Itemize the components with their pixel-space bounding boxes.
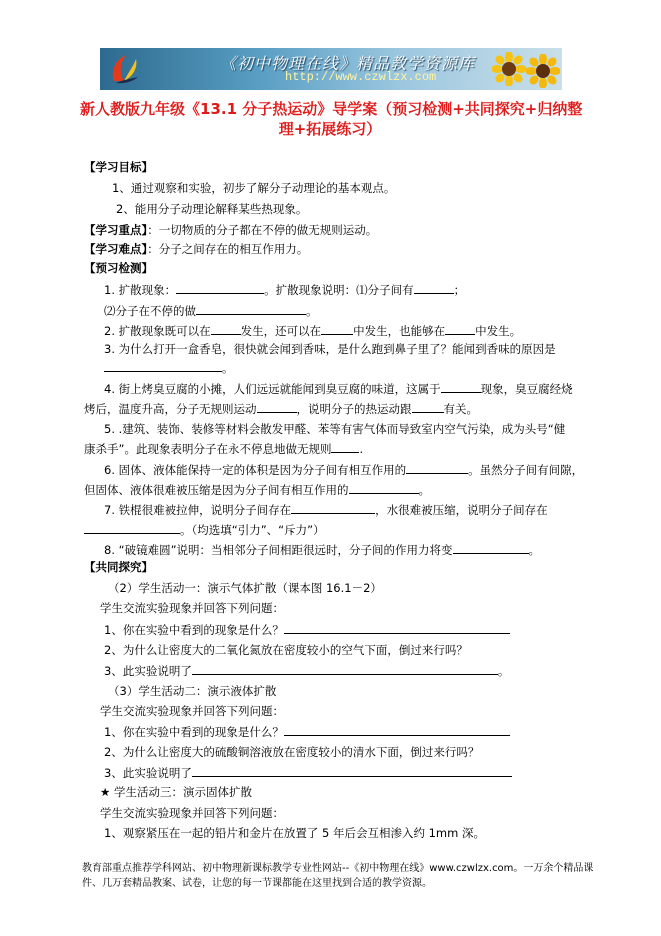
goal-item-1: 1、通过观察和实验，初步了解分子动理论的基本观点。: [112, 181, 396, 195]
blank-input[interactable]: [414, 282, 454, 294]
banner-url[interactable]: http://www.czwlzx.com: [285, 70, 437, 84]
activity-3-title: ★ 学生活动三：演示固体扩散: [100, 785, 252, 799]
blank-input[interactable]: [321, 323, 353, 335]
activity-2-question-3: 3、此实验说明了: [104, 765, 512, 780]
key-point-text: ：一切物质的分子都在不停的做无规则运动。: [147, 223, 378, 237]
activity-1-question-1: 1、你在实验中看到的现象是什么？: [104, 622, 510, 637]
sunflower-icon: [526, 54, 560, 88]
blank-input[interactable]: [445, 323, 475, 335]
answer-input[interactable]: [192, 765, 512, 777]
activity-1-question-3: 3、此实验说明了 。: [104, 664, 510, 678]
difficulty-text: ：分子之间存在的相互作用力。: [147, 242, 309, 256]
question-3-line-1: 3. 为什么打开一盒香皂，很快就会闻到香味，是什么跑到鼻子里了？能闻到香味的原因是: [104, 342, 556, 356]
question-2: 2. 扩散现象既可以在 发生，还可以在 中发生，也能够在 中发生。: [104, 324, 522, 338]
section-heading-explore: 【共同探究】: [84, 560, 153, 574]
document-title-line-2: 理+拓展练习）: [278, 120, 382, 138]
question-6-line-2: 但固体、液体很难被压缩是因为分子间有相互作用的 。: [84, 483, 430, 497]
footer-line-1: 教育部重点推荐学科网站、初中物理新课标教学专业性网站--《初中物理在线》www.czwlzx.com。一万余个精品课: [82, 863, 594, 874]
blank-input[interactable]: [211, 323, 241, 335]
question-7-line-1: 7. 铁棍很难被拉伸，说明分子间存在 ，水很难被压缩，说明分子间存在: [104, 503, 548, 517]
blank-input[interactable]: [412, 401, 444, 413]
section-heading-key-point: 【学习重点】: [84, 223, 148, 237]
site-logo-icon: [106, 51, 142, 87]
activity-3-question-1: 1、观察紧压在一起的铅片和金片在放置了 5 年后会互相渗入约 1mm 深。: [104, 826, 485, 840]
blank-input[interactable]: [257, 401, 297, 413]
section-heading-difficulty: 【学习难点】: [84, 242, 148, 256]
question-5-line-2: 康杀手”。此现象表明分子在永不停息地做无规则 .: [84, 442, 364, 456]
sunflower-icon: [492, 52, 526, 86]
header-banner: [100, 48, 562, 90]
activity-1-title: （2）学生活动一：演示气体扩散（课本图 16.1－2）: [108, 581, 382, 595]
blank-input[interactable]: [196, 303, 306, 315]
difficulty-line: [84, 242, 308, 256]
question-4-line-1: 4. 街上烤臭豆腐的小摊，人们远远就能闻到臭豆腐的味道，这属于 现象，臭豆腐经烧: [104, 382, 573, 396]
activity-2-question-2: 2、为什么让密度大的硫酸铜溶液放在密度较小的清水下面，倒过来行吗？: [104, 745, 480, 759]
question-1-line-1: 1. 扩散现象： 。扩散现象说明：⑴分子间有 ；: [104, 283, 466, 297]
section-heading-goals: 【学习目标】: [84, 160, 153, 174]
banner-title: 《初中物理在线》精品教学资源库: [220, 54, 476, 73]
question-3-line-2: 。: [104, 360, 234, 375]
activity-3-intro: 学生交流实验现象并回答下列问题：: [100, 806, 284, 820]
goal-item-2: 2、能用分子动理论解释某些热现象。: [116, 202, 308, 216]
answer-input[interactable]: [192, 663, 498, 675]
blank-input[interactable]: [291, 502, 375, 514]
key-point-line: [84, 223, 377, 237]
blank-input[interactable]: [84, 522, 180, 534]
blank-input[interactable]: [331, 441, 359, 453]
blank-input[interactable]: [176, 282, 264, 294]
question-7-line-2: 。（均选填“引力”、“斥力”）: [84, 522, 325, 537]
question-6-line-1: 6. 固体、液体能保持一定的体积是因为分子间有相互作用的 。虽然分子间有间隙，: [104, 463, 584, 477]
activity-1-question-2: 2、为什么让密度大的二氧化氮放在密度较小的空气下面，倒过来行吗？: [104, 643, 468, 657]
activity-1-intro: 学生交流实验现象并回答下列问题：: [100, 601, 284, 615]
footer-line-2: 件、几万套精品教案、试卷，让您的每一节课都能在这里找到合适的教学资源。: [82, 878, 432, 889]
activity-2-intro: 学生交流实验现象并回答下列问题：: [100, 704, 284, 718]
answer-input[interactable]: [284, 724, 510, 736]
activity-2-question-1: 1、你在实验中看到的现象是什么？: [104, 724, 510, 739]
question-1-line-2: ⑵分子在不停的做 。: [104, 304, 318, 318]
document-title-line-1: 新人教版九年级《13.1 分子热运动》导学案（预习检测+共同探究+归纳整: [80, 100, 583, 118]
answer-input[interactable]: [284, 622, 510, 634]
blank-input[interactable]: [349, 482, 419, 494]
question-5-line-1: 5. .建筑、装饰、装修等材料会散发甲醛、苯等有害气体而导致室内空气污染，成为头号“健: [104, 422, 566, 436]
question-4-line-2: 烤后，温度升高，分子无规则运动 ，说明分子的热运动跟 有关。: [84, 402, 478, 416]
blank-input[interactable]: [406, 462, 468, 474]
section-heading-preview: 【预习检测】: [84, 261, 153, 275]
blank-input[interactable]: [441, 381, 481, 393]
blank-input[interactable]: [453, 542, 529, 554]
question-8: 8. “破镜难圆”说明：当相邻分子间相距很远时，分子间的作用力将变 。: [104, 543, 541, 557]
blank-input[interactable]: [104, 360, 222, 372]
activity-2-title: （3）学生活动二：演示液体扩散: [108, 684, 277, 698]
